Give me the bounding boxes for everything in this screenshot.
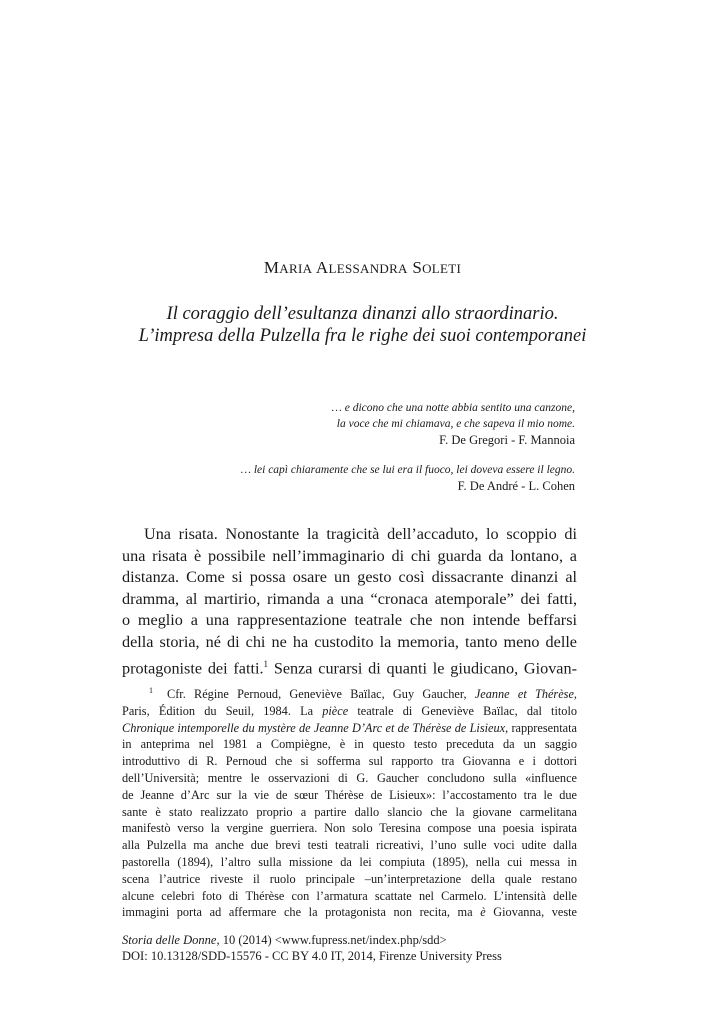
footnote-text: teatrale di Geneviève Baïlac, dal titolo [348,703,578,718]
journal-citation [122,932,502,948]
body-line-text: Senza curarsi di quanti le giudicano, Giovan- [268,658,577,677]
footnote-line: de Jeanne d’Arc sur la vie de sœur Thérèse de Lisieux»: l’accostamento tra le due [122,787,577,802]
author-name [0,258,725,278]
footnote-reference[interactable]: 1 [263,658,269,669]
author-middle-initial: A [315,258,329,277]
body-line: Una risata. Nonostante la tragicità dell’accaduto, lo scoppio di [144,525,577,543]
author-middle-rest: LESSANDRA [328,261,408,276]
epigraph-2 [241,462,575,494]
footnote-text: immagini porta ad affermare che la protagonista non recita, ma [122,905,481,920]
author-last-initial: S [412,258,423,277]
epigraph-1-attribution: F. De Gregori - F. Mannoia [439,433,575,447]
author-first-rest: ARIA [279,261,313,276]
footnote-line: scena l’autrice riveste il ruolo principale –un’interpretazione della quale restano [122,871,577,886]
footnote-text: , rappresentata [505,720,577,735]
epigraph-1-quote-line-2: la voce che mi chiamava, e che sapeva il mio nome. [336,418,575,430]
author-first-initial: M [263,258,280,277]
page-footer [122,932,502,964]
footnote-line [122,683,577,703]
body-line: distanza. Come si possa osare un gesto così dissacrante dinanzi al [122,568,577,587]
footnote-line [122,904,577,921]
epigraph-1-quote-line-1: … e dicono che una notte abbia sentito una canzone, [331,402,575,414]
title-line-2: L’impresa della Pulzella fra le righe dei suoi contemporanei [138,326,587,346]
footnote-play-title: Chronique intemporelle du mystère de Jeanne D’Arc et de Thérèse de Lisieux [122,720,506,735]
footnote-line [122,703,577,720]
body-line: o meglio a una rappresentazione teatrale che non intende beffarsi [122,611,577,630]
footnote-text: Cfr. Régine Pernoud, Geneviève Baïlac, Guy Gaucher, [167,687,475,702]
footnote-text: Giovanna, veste [485,905,578,920]
footnote-text: Paris, Édition du Seuil, 1984. La [122,703,323,718]
footnote-text: , [573,687,577,702]
epigraph-1 [332,400,575,448]
author-last-rest: OLETI [422,261,462,276]
body-paragraph [122,524,577,680]
body-line-last [122,654,577,680]
footnote-line: in anteprima nel 1981 a Compiègne, è in questo testo preceduta da un saggio [122,737,577,752]
footnote-line [122,720,577,737]
footnote-line: introduttivo di R. Pernoud che si sofferma sul rapporto tra Giovanna e i dottori [122,754,577,769]
footnote-italic-word: pièce [322,703,349,718]
footnote-line: dell’Università; mentre le osservazioni di G. Gaucher concludono sulla «influence [122,771,577,786]
footnote-line: manifestò verso la vergine guerriera. Non solo Teresina compose una poesia ispirata [122,821,577,836]
title-line-1: Il coraggio dell’esultanza dinanzi allo straordinario. [166,304,559,324]
footnote-line: alcune celebri foto di Thérèse con l’armatura scattate nel Carmelo. L’intensità delle [122,888,577,903]
footnote-line: alla Pulzella ma anche due brevi testi teatrali ricreativi, l’uno sulle voci udite dalla [122,838,577,853]
body-line: dramma, al martirio, rimanda a una “cronaca atemporale” dei fatti, [122,589,577,608]
doi-line[interactable]: DOI: 10.13128/SDD-15576 - CC BY 4.0 IT, 2014, Firenze University Press [122,949,502,963]
journal-name: Storia delle Donne [122,933,217,947]
body-line: della storia, né di chi ne ha custodito la memoria, tanto meno delle [122,632,577,651]
footnote-line: sante è stato realizzato proprio a partire dallo slancio che la giovane carmelitana [122,804,577,819]
epigraph-2-quote-line-1: … lei capì chiaramente che se lui era il fuoco, lei doveva essere il legno. [240,464,575,476]
journal-issue-url[interactable]: , 10 (2014) <www.fupress.net/index.php/sdd> [216,933,447,947]
article-title [0,303,725,347]
footnote-book-title: Jeanne et Thérèse [474,687,574,702]
body-line-text: protagoniste dei fatti. [122,658,264,677]
footnote-number: 1 [149,686,153,695]
footnote-1 [122,683,577,921]
body-line: una risata è possibile nell’immaginario di chi guarda da lontano, a [122,546,577,565]
footnote-italic-word: è [480,905,486,920]
footnote-line: pastorella (1894), l’altro sulla missione da lei compiuta (1895), nella cui messa in [122,855,577,870]
epigraph-2-attribution: F. De André - L. Cohen [457,479,575,493]
